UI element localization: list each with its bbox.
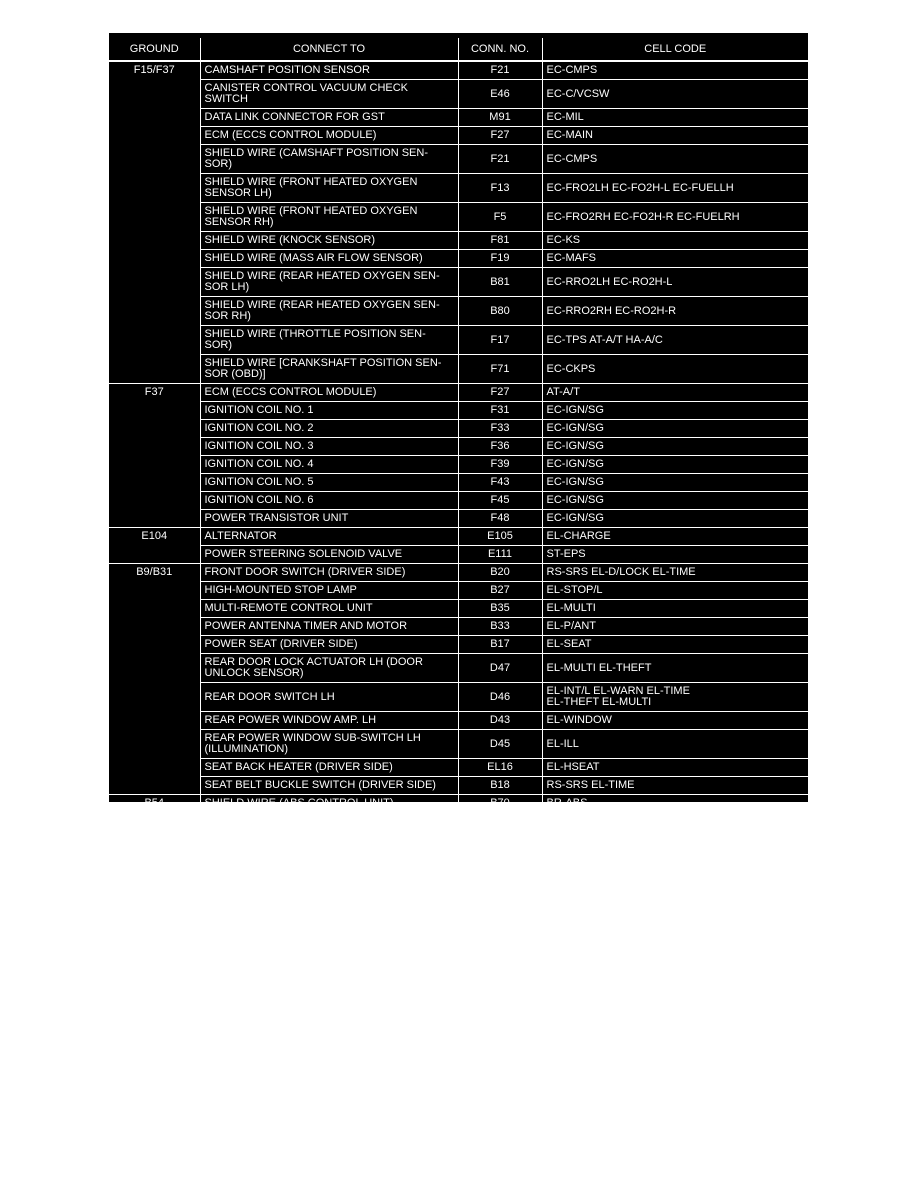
conn-no-cell: F81 [458, 232, 542, 250]
cell-code-cell: EC-CKPS [542, 355, 808, 384]
conn-no-cell: F43 [458, 474, 542, 492]
table-row [109, 795, 808, 813]
table-row [109, 61, 808, 80]
cell-code-cell: EL-MULTI [542, 600, 808, 618]
cell-code-cell: EL-P/ANT [542, 618, 808, 636]
cell-code-cell: EC-RRO2RH EC-RO2H-R [542, 297, 808, 326]
conn-no-cell: F21 [458, 145, 542, 174]
ground-distribution-table-sheet [109, 33, 808, 827]
ground-cell: F37 [109, 384, 200, 528]
connect-to-cell: POWER TRANSISTOR UNIT [200, 510, 458, 528]
connect-to-cell: SEAT BACK HEATER (DRIVER SIDE) [200, 759, 458, 777]
connect-to-cell: CAMSHAFT POSITION SENSOR [200, 61, 458, 80]
header-ground: GROUND [109, 38, 200, 61]
cell-code-cell: EC-KS [542, 232, 808, 250]
connect-to-cell: SHIELD WIRE (REAR HEATED OXYGEN SEN- SOR RH) [200, 297, 458, 326]
cell-code-cell: EL-STOP/L [542, 582, 808, 600]
table-row [109, 654, 808, 683]
cell-code-cell: RS-SRS EL-D/LOCK EL-TIME [542, 564, 808, 582]
table-row [109, 777, 808, 795]
cell-code-cell: EL-CHARGE [542, 528, 808, 546]
cell-code-cell: EC-CMPS [542, 145, 808, 174]
cell-code-cell: EC-MAIN [542, 127, 808, 145]
table-row [109, 420, 808, 438]
conn-no-cell: B33 [458, 618, 542, 636]
cell-code-cell: EC-IGN/SG [542, 438, 808, 456]
table-row [109, 510, 808, 528]
connect-to-cell: SHIELD WIRE (FRONT HEATED OXYGEN SENSOR LH) [200, 174, 458, 203]
conn-no-cell: M91 [458, 109, 542, 127]
header-row [109, 38, 808, 61]
connect-to-cell: POWER STEERING SOLENOID VALVE [200, 546, 458, 564]
conn-no-cell: F17 [458, 326, 542, 355]
table-row [109, 174, 808, 203]
conn-no-cell: F27 [458, 127, 542, 145]
connect-to-cell: ALTERNATOR [200, 528, 458, 546]
table-row [109, 250, 808, 268]
conn-no-cell: F27 [458, 384, 542, 402]
cell-code-cell: EL-INT/L EL-WARN EL-TIME EL-THEFT EL-MULTI [542, 683, 808, 712]
conn-no-cell: F13 [458, 174, 542, 203]
cell-code-cell: EC-FRO2LH EC-FO2H-L EC-FUELLH [542, 174, 808, 203]
conn-no-cell: B81 [458, 268, 542, 297]
conn-no-cell: B17 [458, 636, 542, 654]
connect-to-cell: SHIELD WIRE (THROTTLE POSITION SEN- SOR) [200, 326, 458, 355]
connect-to-cell: REAR POWER WINDOW SUB-SWITCH LH (ILLUMINATION) [200, 730, 458, 759]
cell-code-cell: ST-EPS [542, 546, 808, 564]
connect-to-cell: REAR DOOR SWITCH LH [200, 683, 458, 712]
connect-to-cell: IGNITION COIL NO. 5 [200, 474, 458, 492]
cell-code-cell: EC-IGN/SG [542, 402, 808, 420]
conn-no-cell: D45 [458, 730, 542, 759]
connect-to-cell: REAR DOOR LOCK ACTUATOR LH (DOOR UNLOCK SENSOR) [200, 654, 458, 683]
table-row [109, 438, 808, 456]
conn-no-cell: B27 [458, 582, 542, 600]
cell-code-cell: EC-IGN/SG [542, 492, 808, 510]
cell-code-cell: EL-WINDOW [542, 712, 808, 730]
cell-code-cell: EC-IGN/SG [542, 474, 808, 492]
conn-no-cell: E105 [458, 528, 542, 546]
cell-code-cell: BR-ABS [542, 813, 808, 832]
connect-to-cell: SHIELD WIRE [CRANKSHAFT POSITION SEN- SOR (OBD)] [200, 355, 458, 384]
connect-to-cell: SHIELD WIRE (CAMSHAFT POSITION SEN- SOR) [200, 145, 458, 174]
connect-to-cell: REAR POWER WINDOW AMP. LH [200, 712, 458, 730]
conn-no-cell: B62 [458, 813, 542, 832]
connect-to-cell: CANISTER CONTROL VACUUM CHECK SWITCH [200, 80, 458, 109]
table-row [109, 528, 808, 546]
conn-no-cell: B18 [458, 777, 542, 795]
table-row [109, 145, 808, 174]
cell-code-cell: EC-IGN/SG [542, 420, 808, 438]
cell-code-cell: EL-ILL [542, 730, 808, 759]
table-row [109, 618, 808, 636]
table-row [109, 683, 808, 712]
connect-to-cell: SHIELD WIRE (REAR HEATED OXYGEN SEN- SOR LH) [200, 268, 458, 297]
table-row [109, 474, 808, 492]
header-conn-no: CONN. NO. [458, 38, 542, 61]
cell-code-cell: EC-MIL [542, 109, 808, 127]
ground-cell: E104 [109, 528, 200, 564]
table-row [109, 492, 808, 510]
connect-to-cell: FRONT DOOR SWITCH (DRIVER SIDE) [200, 564, 458, 582]
connect-to-cell: DATA LINK CONNECTOR FOR GST [200, 109, 458, 127]
table-row [109, 730, 808, 759]
connect-to-cell: MULTI-REMOTE CONTROL UNIT [200, 600, 458, 618]
connect-to-cell: SHIELD WIRE (REAR WHEEL SENSOR) [200, 813, 458, 832]
table-body [109, 61, 808, 831]
conn-no-cell: B35 [458, 600, 542, 618]
cell-code-cell: BR-ABS [542, 795, 808, 813]
connect-to-cell: ECM (ECCS CONTROL MODULE) [200, 384, 458, 402]
connect-to-cell: SHIELD WIRE (KNOCK SENSOR) [200, 232, 458, 250]
table-row [109, 297, 808, 326]
cell-code-cell: EC-MAFS [542, 250, 808, 268]
conn-no-cell: F31 [458, 402, 542, 420]
connect-to-cell: POWER ANTENNA TIMER AND MOTOR [200, 618, 458, 636]
table-row [109, 456, 808, 474]
table-row [109, 546, 808, 564]
conn-no-cell: F45 [458, 492, 542, 510]
table-row [109, 759, 808, 777]
conn-no-cell: F21 [458, 61, 542, 80]
cell-code-cell: EC-TPS AT-A/T HA-A/C [542, 326, 808, 355]
conn-no-cell: F19 [458, 250, 542, 268]
table-row [109, 582, 808, 600]
conn-no-cell: D47 [458, 654, 542, 683]
table-row [109, 109, 808, 127]
table-row [109, 268, 808, 297]
conn-no-cell: F33 [458, 420, 542, 438]
connect-to-cell: HIGH-MOUNTED STOP LAMP [200, 582, 458, 600]
conn-no-cell: F39 [458, 456, 542, 474]
ground-cell: F15/F37 [109, 61, 200, 384]
table-row [109, 712, 808, 730]
cell-code-cell: EC-FRO2RH EC-FO2H-R EC-FUELRH [542, 203, 808, 232]
cell-code-cell: EL-HSEAT [542, 759, 808, 777]
cell-code-cell: EC-RRO2LH EC-RO2H-L [542, 268, 808, 297]
table-row [109, 813, 808, 832]
conn-no-cell: B20 [458, 564, 542, 582]
cell-code-cell: EL-SEAT [542, 636, 808, 654]
connect-to-cell: POWER SEAT (DRIVER SIDE) [200, 636, 458, 654]
connect-to-cell: IGNITION COIL NO. 4 [200, 456, 458, 474]
table-row [109, 232, 808, 250]
conn-no-cell: F5 [458, 203, 542, 232]
cell-code-cell: RS-SRS EL-TIME [542, 777, 808, 795]
table-row [109, 384, 808, 402]
connect-to-cell: IGNITION COIL NO. 1 [200, 402, 458, 420]
conn-no-cell: D43 [458, 712, 542, 730]
cell-code-cell: AT-A/T [542, 384, 808, 402]
table-row [109, 564, 808, 582]
conn-no-cell: E46 [458, 80, 542, 109]
conn-no-cell: F36 [458, 438, 542, 456]
conn-no-cell: F71 [458, 355, 542, 384]
connect-to-cell: SHIELD WIRE (MASS AIR FLOW SENSOR) [200, 250, 458, 268]
table-row [109, 80, 808, 109]
table-row [109, 127, 808, 145]
cell-code-cell: EC-IGN/SG [542, 510, 808, 528]
conn-no-cell: D46 [458, 683, 542, 712]
cell-code-cell: EL-MULTI EL-THEFT [542, 654, 808, 683]
table-row [109, 402, 808, 420]
header-connect-to: CONNECT TO [200, 38, 458, 61]
connect-to-cell: SHIELD WIRE (FRONT HEATED OXYGEN SENSOR RH) [200, 203, 458, 232]
table-row [109, 636, 808, 654]
ground-distribution-table [109, 38, 808, 832]
ground-cell: B54 [109, 795, 200, 832]
ground-cell: B9/B31 [109, 564, 200, 795]
connect-to-cell: IGNITION COIL NO. 2 [200, 420, 458, 438]
conn-no-cell: EL16 [458, 759, 542, 777]
table-row [109, 355, 808, 384]
conn-no-cell: B70 [458, 795, 542, 813]
connect-to-cell: SEAT BELT BUCKLE SWITCH (DRIVER SIDE) [200, 777, 458, 795]
cell-code-cell: EC-C/VCSW [542, 80, 808, 109]
table-row [109, 203, 808, 232]
connect-to-cell: IGNITION COIL NO. 3 [200, 438, 458, 456]
conn-no-cell: B80 [458, 297, 542, 326]
connect-to-cell: IGNITION COIL NO. 6 [200, 492, 458, 510]
header-cell-code: CELL CODE [542, 38, 808, 61]
conn-no-cell: F48 [458, 510, 542, 528]
cell-code-cell: EC-CMPS [542, 61, 808, 80]
connect-to-cell: ECM (ECCS CONTROL MODULE) [200, 127, 458, 145]
conn-no-cell: E111 [458, 546, 542, 564]
table-row [109, 326, 808, 355]
table-row [109, 600, 808, 618]
cell-code-cell: EC-IGN/SG [542, 456, 808, 474]
connect-to-cell: SHIELD WIRE (ABS CONTROL UNIT) [200, 795, 458, 813]
